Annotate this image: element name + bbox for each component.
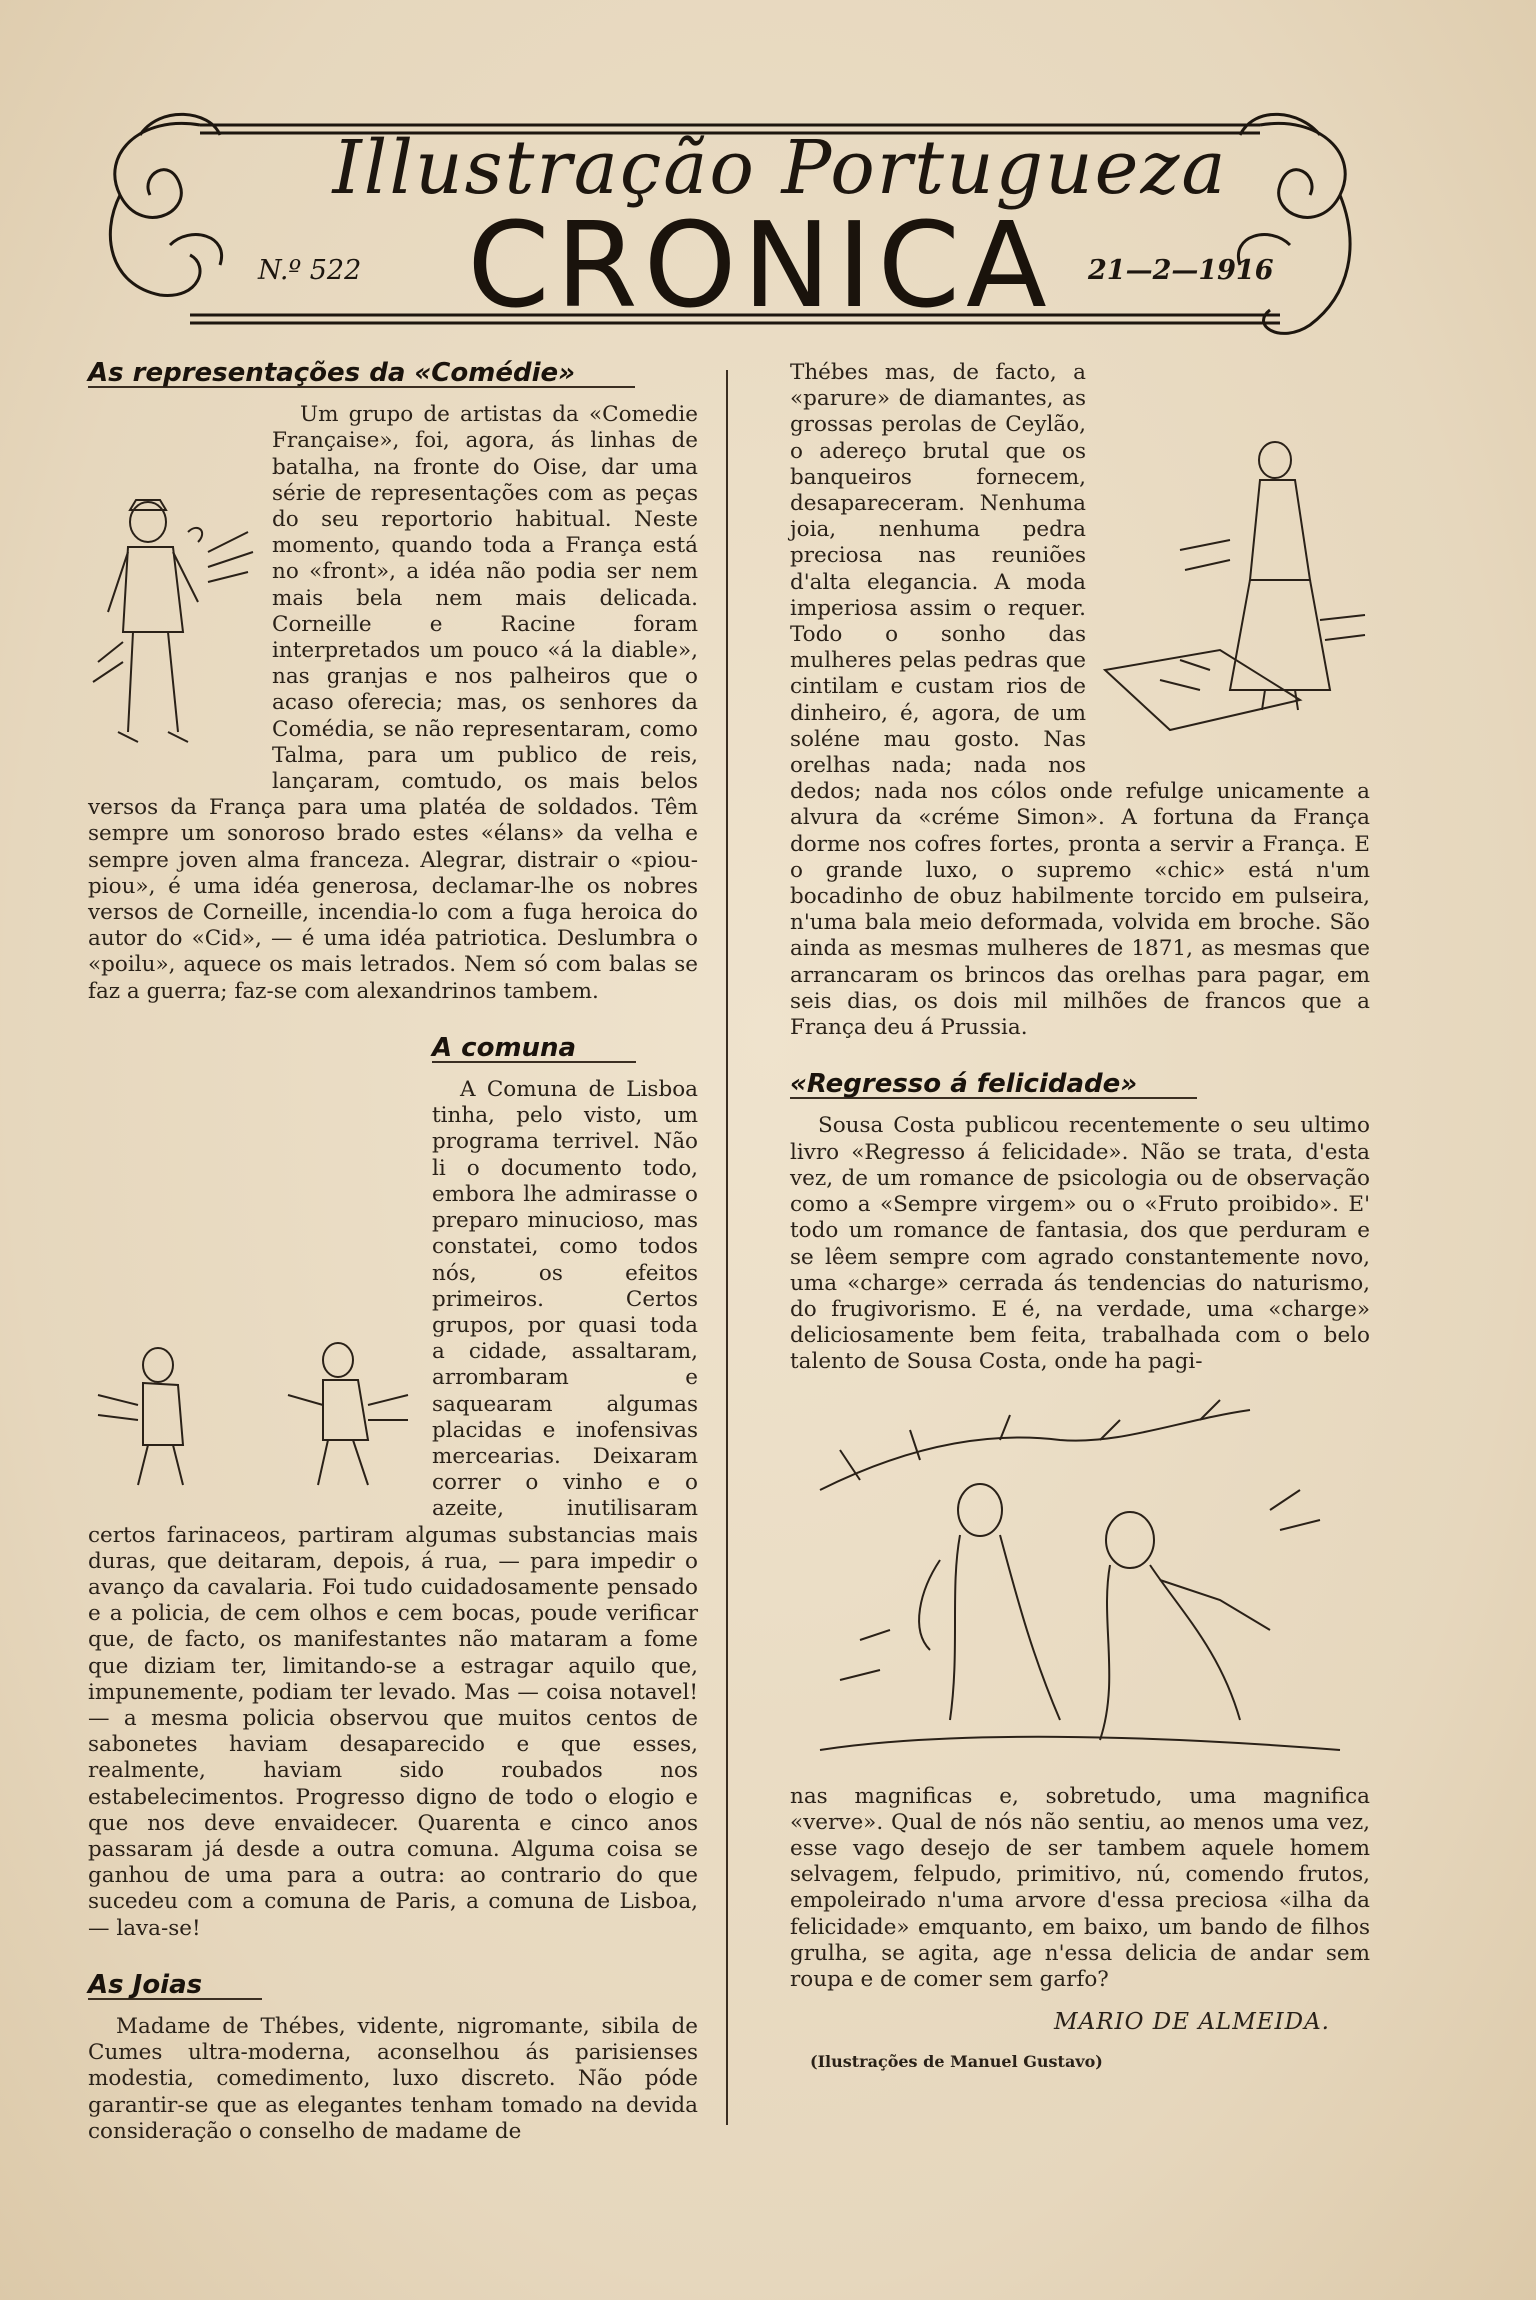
section-regresso [790,1071,1370,2075]
author-signature: MARIO DE ALMEIDA. [1054,2009,1330,2036]
section-body: nas magnificas e, sobretudo, uma magnifica «verve». Qual de nós não sentiu, ao menos uma vez, esse vago desejo de ser tambem aquele homem selvagem, felpudo, primitivo, nú, comendo frutos, empoleirado n'uma arvore d'essa preciosa «ilha da felicidade» emquanto, em baixo, um bando de filhos grulha, se agita, age n'essa delicia de andar sem roupa e de comer sem garfo? [790,1783,1370,1992]
woman-illustration [1100,430,1370,750]
rioters-illustration [88,1335,418,1500]
left-column [88,360,698,2175]
section-comedie [88,360,698,1005]
issue-number: N.º 522 [258,255,362,286]
column-divider [726,370,728,2125]
illustration-credit: (Ilustrações de Manuel Gustavo) [810,2052,1103,2072]
section-joias-continued [790,360,1370,1041]
section-heading: As representações da «Comédie» [88,360,635,388]
section-body: Madame de Thébes, vidente, nigromante, sibila de Cumes ultra-moderna, aconselhou ás parisienses modestia, comedimento, luxo discreto. Não póde garantir-se que as elegantes tenham tomado na devida consideração o conselho de madame de [88,2013,698,2144]
publication-title: Illustração Portugueza [332,125,1228,211]
section-body: Sousa Costa publicou recentemente o seu ultimo livro «Regresso á felicidade». Não se trata, d'esta vez, de um romance de psicologia ou de observação como a «Sempre virgem» ou o «Fruto proibido». E' todo um romance de fantasia, dos que perduram e se lêem sempre com agrado constantemente novo, uma «charge» cerrada ás tendencias do naturismo, do frugivorismo. E é, na verdade, uma «charge» deliciosamente bem feita, trabalhada com o belo talento de Sousa Costa, onde ha pagi- [790,1113,1370,1375]
section-title: CRONICA [467,196,1053,334]
section-body: Um grupo de artistas da «Comedie Française», foi, agora, ás linhas de batalha, na fronte do Oise, dar uma série de representações com as peças do seu reportorio habitual. Neste momento, quando toda a França está no «front», a idéa não podia ser nem mais bela nem mais delicada. Corneille e Racine foram interpretados um pouco «á la diable», nas granjas e nos palheiros que o acaso oferecia; mas, os senhores da Comédia, se não representaram, como Talma, para um publico de reis, lançaram, comtudo, os mais belos versos da França para uma platéa de soldados. Têm sempre um sonoroso brado estes «élans» da velha e sempre joven alma franceza. Alegrar, distrair o «piou-piou», é uma idéa generosa, declamar-lhe os nobres versos de Corneille, incendia-lo com a fuga heroica do autor do «Cid», — é uma idéa patriotica. Deslumbra o «poilu», aquece os mais letrados. Nem só com balas se faz a guerra; faz-se com alexandrinos tambem. [88,402,698,1004]
issue-date: 21—2—1916 [1088,255,1274,286]
section-comuna [88,1032,698,1942]
section-heading: A comuna [432,1035,636,1063]
right-column [790,360,1370,2106]
section-heading: As Joias [88,1972,262,2000]
section-joias-start [88,1969,698,2145]
forest-couple-illustration [800,1390,1360,1770]
section-body: Thébes mas, de facto, a «parure» de diamantes, as grossas perolas de Ceylão, o adereço brutal que os banqueiros fornecem, desapareceram. Nenhuma joia, nenhuma pedra preciosa nas reuniões d'alta elegancia. A moda imperiosa assim o requer. Todo o sonho das mulheres pelas pedras que cintilam e custam rios de dinheiro, é, agora, de um soléne mau gosto. Nas orelhas nada; nada nos dedos; nada nos cólos onde refulge unicamente a alvura da «créme Simon». A fortuna da França dorme nos cofres fortes, pronta a servir a França. E o grande luxo, o supremo «chic» está n'um bocadinho de obuz habilmente torcido em pulseira, n'uma bala meio deformada, volvida em broche. São ainda as mesmas mulheres de 1871, as mesmas que arrancaram os brincos das orelhas para pagar, em seis dias, os dois mil milhões de francos que a França deu á Prussia. [790,360,1370,1041]
masthead [80,95,1380,345]
section-body: A Comuna de Lisboa tinha, pelo visto, um programa terrivel. Não li o documento todo, embora lhe admirasse o preparo minucioso, mas constatei, como todos nós, os efeitos primeiros. Certos grupos, por quasi toda a cidade, assaltaram, arrombaram e saquearam algumas placidas e inofensivas mercearias. Deixaram correr o vinho e o azeite, inutilisaram certos farinaceos, partiram algumas substancias mais duras, que deitaram, depois, á rua, — para impedir o avanço da cavalaria. Foi tudo cuidadosamente pensado e a policia, de cem olhos e cem bocas, poude verificar que, de facto, os manifestantes não mataram a fome que diziam ter, limitando-se a estragar aquilo que, impunemente, podiam ter levado. Mas — coisa notavel! — a mesma policia observou que muitos centos de sabonetes haviam desaparecido e que esses, realmente, haviam sido roubados nos estabelecimentos. Progresso digno de todo o elogio e que nos deve envaidecer. Quarenta e cinco anos passaram já desde a outra comuna. Alguma coisa se ganhou de uma para a outra: ao contrario do que sucedeu com a comuna de Paris, a comuna de Lisboa, — lava-se! [88,1077,698,1941]
soldier-illustration [88,492,258,777]
section-heading: «Regresso á felicidade» [790,1071,1197,1099]
